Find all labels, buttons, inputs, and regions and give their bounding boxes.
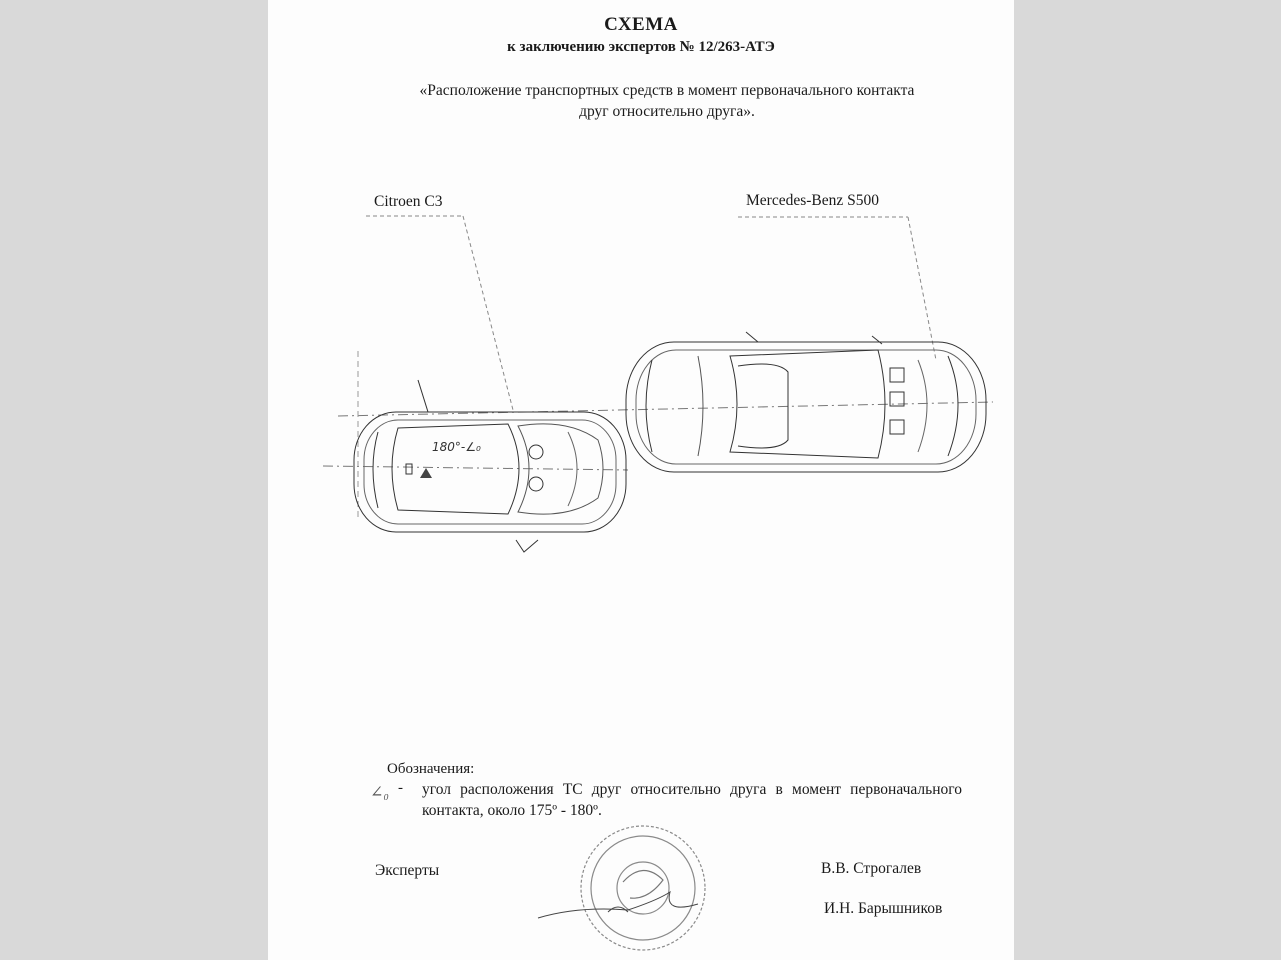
legend-dash: - [398, 780, 403, 796]
legend-heading: Обозначения: [387, 761, 475, 777]
document-page [268, 0, 1014, 960]
angle-annotation: 180°-∠₀ [432, 440, 481, 454]
caption-line-2: друг относительно друга». [579, 103, 755, 120]
document-title: СХЕМА [604, 14, 678, 35]
stamp-and-signatures [268, 0, 1014, 960]
legend-description: угол расположения ТС друг относительно друга в момент первоначального контакта, около 175º - 180º. [422, 781, 962, 819]
document-subtitle: к заключению экспертов № 12/263-АТЭ [507, 39, 775, 55]
label-mercedes: Mercedes-Benz S500 [746, 192, 879, 209]
caption-line-1: «Расположение транспортных средств в момент первоначального контакта [419, 82, 915, 99]
official-stamp [581, 826, 705, 950]
experts-label: Эксперты [375, 862, 440, 879]
expert-1-name: В.В. Строгалев [821, 860, 922, 877]
angle-symbol: ∠₀ [370, 784, 389, 801]
expert-2-name: И.Н. Барышников [824, 900, 943, 917]
label-citroen: Citroen C3 [374, 193, 443, 210]
